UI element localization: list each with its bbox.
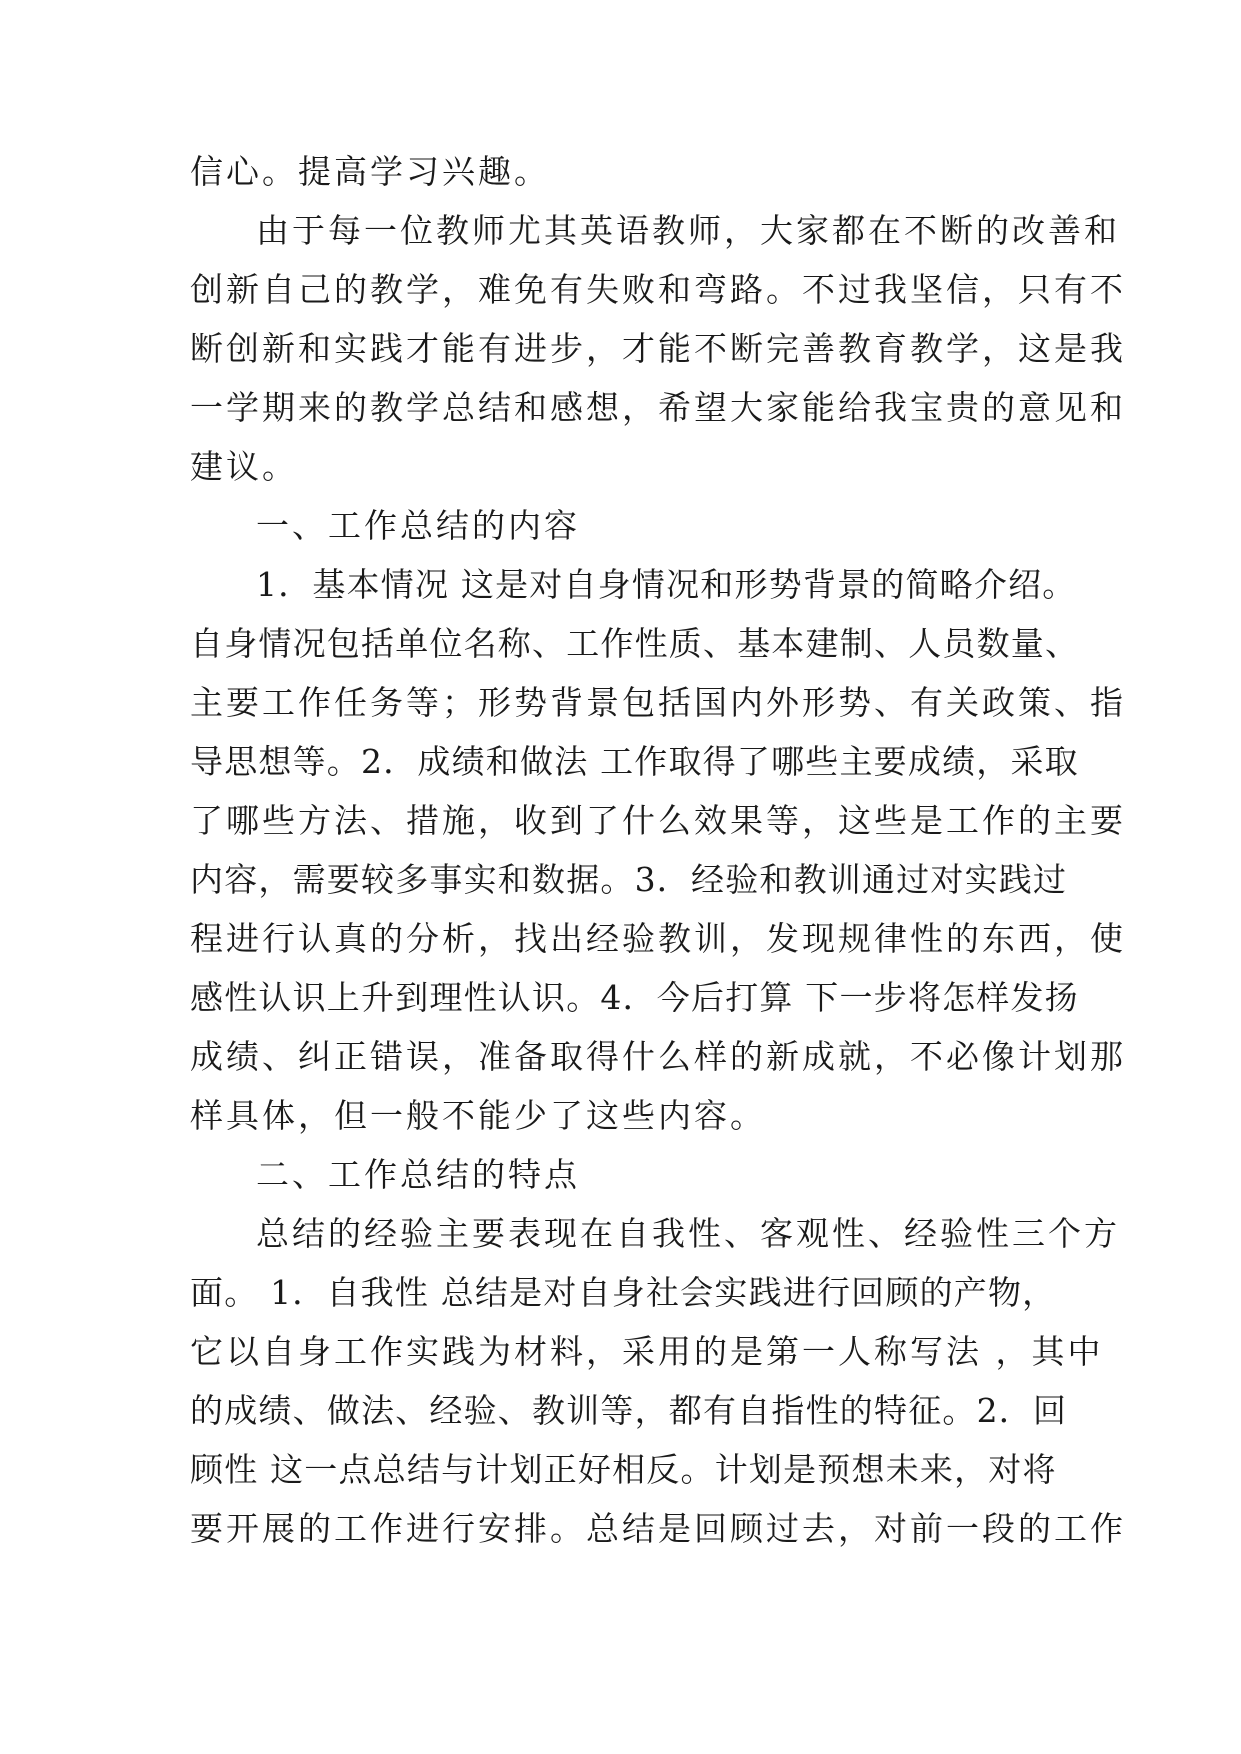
text-line-14: 程进行认真的分析，找出经验教训，发现规律性的东西，使 bbox=[190, 919, 1126, 958]
text-line-23: 顾性 这一点总结与计划正好相反。计划是预想未来，对将 bbox=[190, 1450, 1057, 1489]
section-heading-1: 一、工作总结的内容 bbox=[256, 506, 580, 545]
text-line-4: 断创新和实践才能有进步，才能不断完善教育教学，这是我 bbox=[190, 329, 1126, 368]
text-line-13: 内容，需要较多事实和数据。3．经验和教训通过对实践过 bbox=[190, 860, 1068, 899]
text-line-15: 感性认识上升到理性认识。4．今后打算 下一步将怎样发扬 bbox=[190, 978, 1079, 1017]
text-line-1: 信心。提高学习兴趣。 bbox=[190, 152, 550, 191]
text-line-16: 成绩、纠正错误，准备取得什么样的新成就，不必像计划那 bbox=[190, 1037, 1126, 1076]
text-line-21: 它以自身工作实践为材料，采用的是第一人称写法 ，其中 bbox=[190, 1332, 1104, 1371]
text-line-12: 了哪些方法、措施，收到了什么效果等，这些是工作的主要 bbox=[190, 801, 1126, 840]
text-line-6: 建议。 bbox=[190, 447, 298, 486]
text-line-9: 自身情况包括单位名称、工作性质、基本建制、人员数量、 bbox=[190, 624, 1080, 663]
text-line-17: 样具体，但一般不能少了这些内容。 bbox=[190, 1096, 766, 1135]
text-line-5: 一学期来的教学总结和感想，希望大家能给我宝贵的意见和 bbox=[190, 388, 1126, 427]
text-line-10: 主要工作任务等；形势背景包括国内外形势、有关政策、指 bbox=[190, 683, 1126, 722]
text-line-2: 由于每一位教师尤其英语教师，大家都在不断的改善和 bbox=[256, 211, 1120, 250]
text-line-20: 面。 1．自我性 总结是对自身社会实践进行回顾的产物， bbox=[190, 1273, 1057, 1312]
text-line-3: 创新自己的教学，难免有失败和弯路。不过我坚信，只有不 bbox=[190, 270, 1126, 309]
text-line-22: 的成绩、做法、经验、教训等，都有自指性的特征。2．回 bbox=[190, 1391, 1068, 1430]
section-heading-2: 二、工作总结的特点 bbox=[256, 1155, 580, 1194]
text-line-11: 导思想等。2．成绩和做法 工作取得了哪些主要成绩，采取 bbox=[190, 742, 1079, 781]
text-line-24: 要开展的工作进行安排。总结是回顾过去，对前一段的工作 bbox=[190, 1509, 1126, 1548]
text-line-8: 1．基本情况 这是对自身情况和形势背景的简略介绍。 bbox=[256, 565, 1077, 604]
text-line-19: 总结的经验主要表现在自我性、客观性、经验性三个方 bbox=[256, 1214, 1120, 1253]
